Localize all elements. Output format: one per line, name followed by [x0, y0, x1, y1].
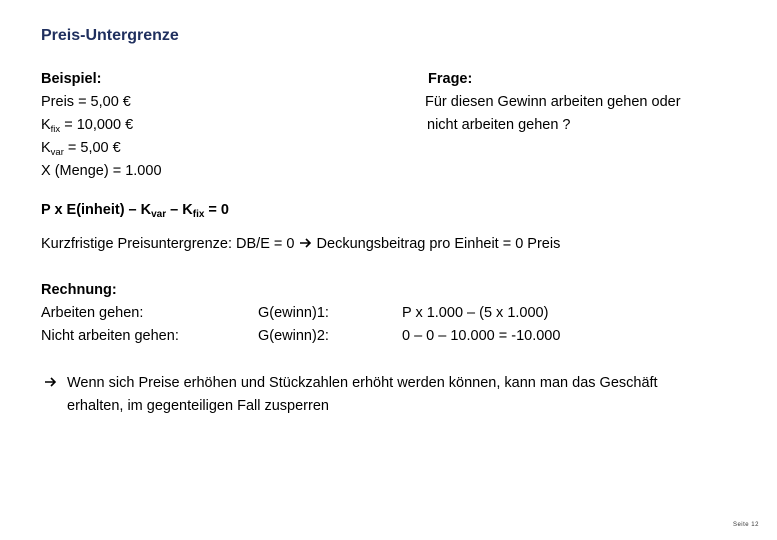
short-term-price-floor: Kurzfristige Preisuntergrenze: DB/E = 0 Deckungsbeitrag pro Einheit = 0 Preis [41, 236, 561, 252]
question-heading: Frage: [428, 71, 473, 87]
question-line-2: nicht arbeiten gehen ? [427, 117, 571, 133]
example-block [41, 68, 162, 183]
arrow-right-icon [299, 237, 313, 249]
example-kvar: $K_{var} = 5,00$ € [41, 140, 121, 158]
example-heading: Beispiel: [41, 71, 102, 87]
example-quantity: X (Menge) = 1.000 [41, 163, 162, 179]
question-block [425, 68, 681, 137]
page-title: Preis-Untergrenze [41, 27, 179, 44]
example-price: Preis = 5,00 € [41, 94, 131, 110]
question-line-1: Für diesen Gewinn arbeiten gehen oder [425, 94, 681, 110]
calc-row-g-1: G(ewinn)1: [258, 305, 329, 321]
conclusion-line-1: Wenn sich Preise erhöhen und Stückzahlen erhöht werden können, kann man das Geschäft [44, 372, 658, 395]
calc-row-label-2: Nicht arbeiten gehen: [41, 328, 179, 344]
arrow-right-icon [44, 376, 58, 388]
formula: P x E(inheit) – $K_{var} - K_{fix} = 0$ [41, 202, 229, 220]
calc-row-label-1: Arbeiten gehen: [41, 305, 144, 321]
calc-row-value-1: P x 1.000 – (5 x 1.000) [402, 305, 549, 321]
calculation-heading: Rechnung: [41, 282, 117, 298]
calc-row-g-2: G(ewinn)2: [258, 328, 329, 344]
calc-row-value-2: 0 – 0 – 10.000 = -10.000 [402, 328, 561, 344]
example-kfix: $K_{fix} = 10,000$ € [41, 117, 134, 135]
page-number: Seite 12 [732, 522, 759, 528]
conclusion-line-2: erhalten, im gegenteiligen Fall zusperren [67, 398, 329, 414]
